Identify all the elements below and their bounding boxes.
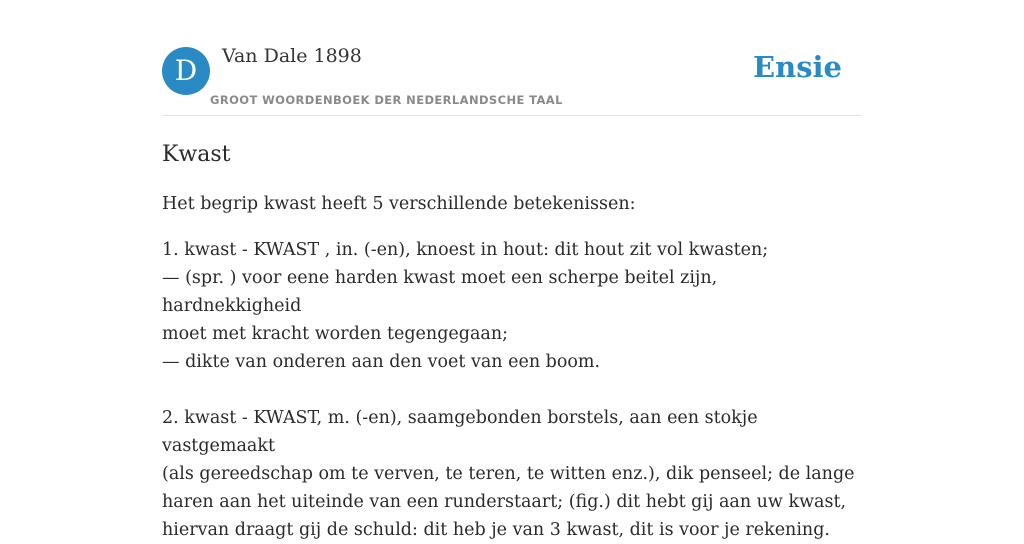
meaning-line: 1. kwast - KWAST , in. (-en), knoest in hout: dit hout zit vol kwasten; [162,240,769,260]
source-logo[interactable]: D [162,47,210,95]
meaning-line: — dikte van onderen aan den voet van een boom. [162,352,601,372]
entry-title: Kwast [162,142,231,167]
meaning-line: 2. kwast - KWAST, m. (-en), saamgebonden borstels, aan een stokje vastgemaakt [162,408,758,456]
entry-intro: Het begrip kwast heeft 5 verschillende betekenissen: [162,194,636,214]
meaning-line: haren aan het uiteinde van een runderstaart; (fig.) dit hebt gij aan uw kwast, [162,492,847,512]
meaning-line: moet met kracht worden tegengegaan; [162,324,508,344]
meaning-1 [162,236,862,376]
meaning-2 [162,404,862,544]
entry-content [162,136,862,544]
header [162,0,862,116]
meaning-line: — (spr. ) voor eene harden kwast moet een scherpe beitel zijn, hardnekkigheid [162,268,718,316]
meanings-list [162,236,862,544]
brand-logo[interactable]: Ensie [753,50,842,84]
source-subtitle: GROOT WOORDENBOEK DER NEDERLANDSCHE TAAL [210,93,563,107]
source-title[interactable]: Van Dale 1898 [222,45,362,67]
meaning-separator [162,376,862,404]
meaning-line: (als gereedschap om te verven, te teren, te witten enz.), dik penseel; de lange [162,464,855,484]
meaning-line: hiervan draagt gij de schuld: dit heb je van 3 kwast, dit is voor je rekening. [162,520,830,540]
